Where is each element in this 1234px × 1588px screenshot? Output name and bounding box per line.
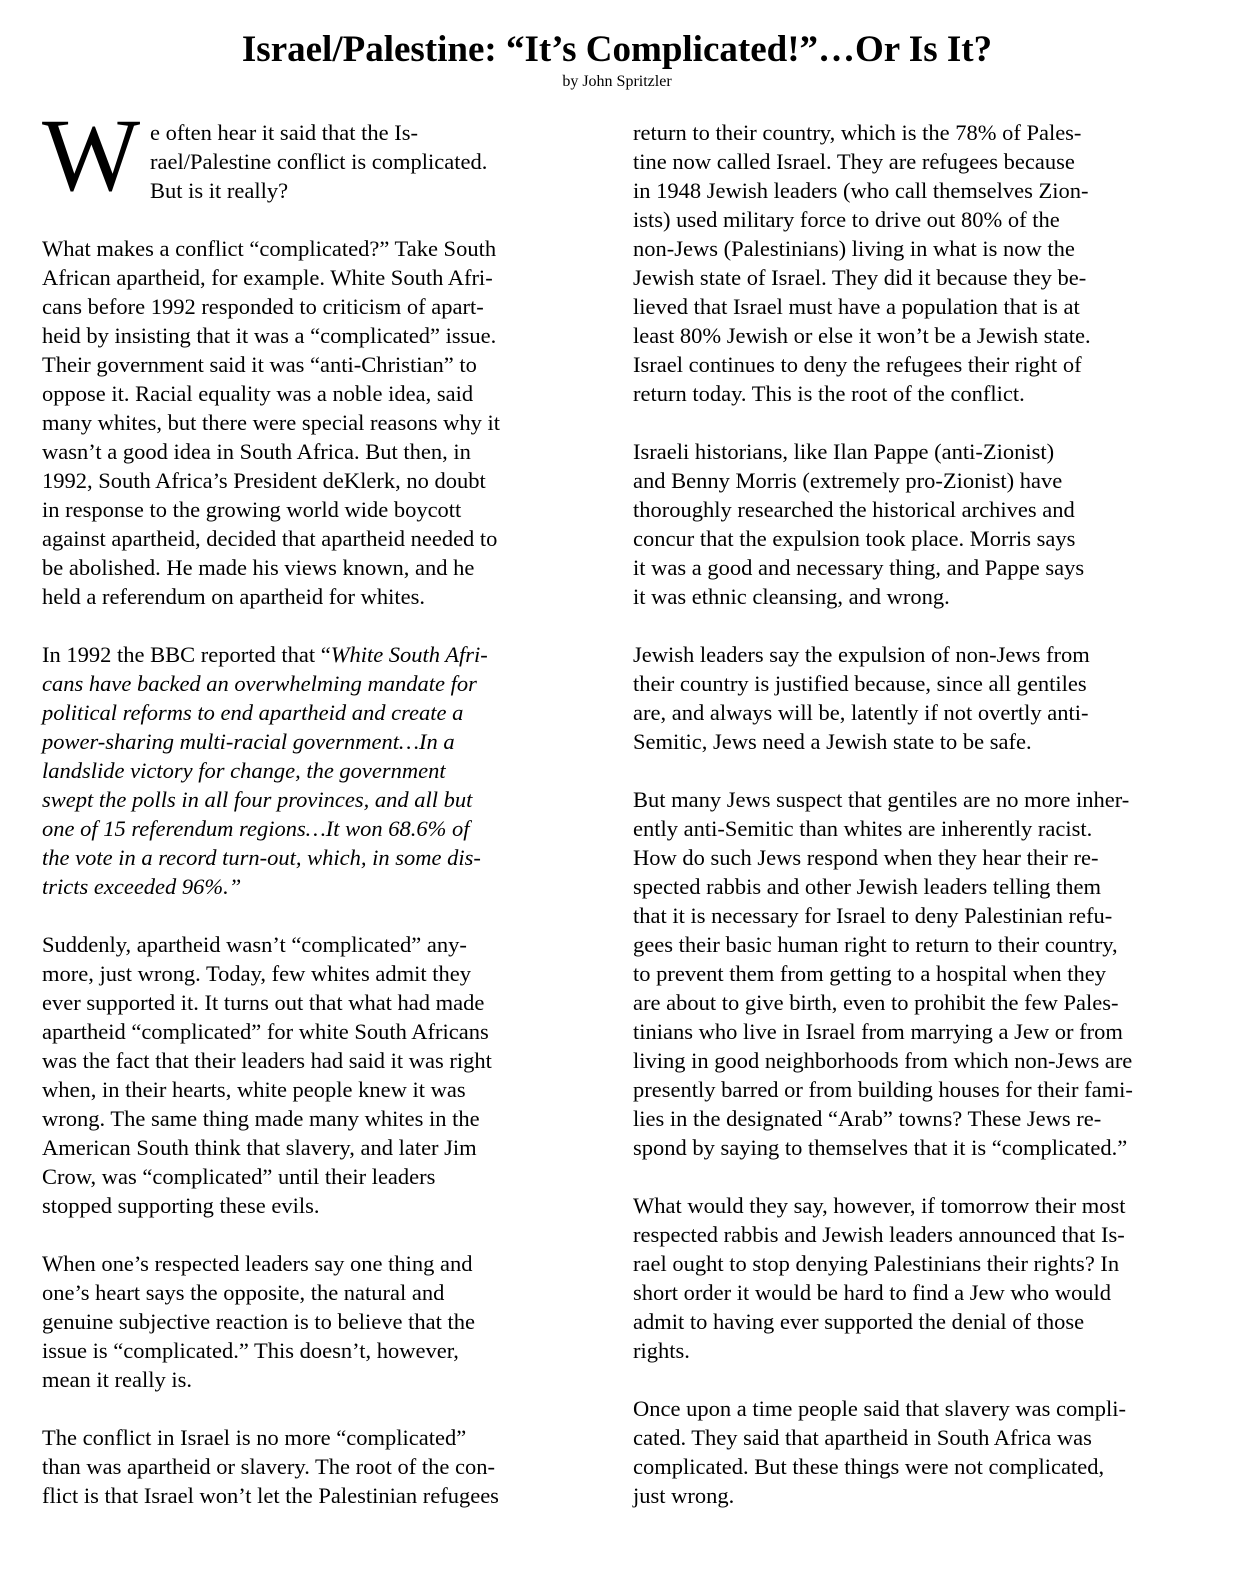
right-column [633, 118, 1203, 1510]
text-line: are about to give birth, even to prohibit the few Pales- [633, 990, 1119, 1015]
text-line: issue is “complicated.” This doesn’t, however, [42, 1338, 459, 1363]
quote-line: swept the polls in all four provinces, and all but [42, 787, 473, 812]
quote-line: landslide victory for change, the government [42, 758, 446, 783]
text-line: But many Jews suspect that gentiles are no more inher- [633, 787, 1130, 812]
text-line: rights. [633, 1338, 690, 1363]
text-line: lies in the designated “Arab” towns? These Jews re- [633, 1106, 1102, 1131]
text-line: it was ethnic cleansing, and wrong. [633, 584, 950, 609]
text-line: was the fact that their leaders had said it was right [42, 1048, 492, 1073]
text-line: Their government said it was “anti-Christian” to [42, 352, 477, 377]
text-line: Israel continues to deny the refugees their right of [633, 352, 1082, 377]
text-line: Suddenly, apartheid wasn’t “complicated” any- [42, 932, 467, 957]
text-line: Semitic, Jews need a Jewish state to be safe. [633, 729, 1032, 754]
paragraph [42, 234, 572, 611]
text-line: living in good neighborhoods from which non-Jews are [633, 1048, 1133, 1073]
article-byline: by John Spritzler [562, 73, 672, 90]
paragraph [633, 118, 1203, 408]
text-line: tine now called Israel. They are refugees because [633, 149, 1075, 174]
text-line: rael/Palestine conflict is complicated. [150, 149, 488, 174]
text-line: short order it would be hard to find a Jew who would [633, 1280, 1112, 1305]
paragraph [42, 1249, 572, 1394]
text-line: wasn’t a good idea in South Africa. But then, in [42, 439, 471, 464]
text-line: spected rabbis and other Jewish leaders telling them [633, 874, 1101, 899]
text-line: return today. This is the root of the conflict. [633, 381, 1025, 406]
text-line: e often hear it said that the Is- [150, 120, 419, 145]
text-line: complicated. But these things were not complicated, [633, 1454, 1105, 1479]
quote-line: tricts exceeded 96%.” [42, 874, 242, 899]
text-line: stopped supporting these evils. [42, 1193, 320, 1218]
text-line: heid by insisting that it was a “complicated” issue. [42, 323, 497, 348]
text-line: and Benny Morris (extremely pro-Zionist) have [633, 468, 1063, 493]
text-line: thoroughly researched the historical archives and [633, 497, 1075, 522]
text-line: Jewish leaders say the expulsion of non-Jews from [633, 642, 1090, 667]
paragraph [42, 930, 572, 1220]
text-line: Once upon a time people said that slavery was compli- [633, 1396, 1126, 1421]
text-line: rael ought to stop denying Palestinians their rights? In [633, 1251, 1120, 1276]
text-line: cated. They said that apartheid in South Africa was [633, 1425, 1092, 1450]
text-line: held a referendum on apartheid for whites. [42, 584, 425, 609]
text-line: African apartheid, for example. White South Afri- [42, 265, 493, 290]
text-line: ently anti-Semitic than whites are inherently racist. [633, 816, 1093, 841]
paragraph [633, 1191, 1203, 1365]
quote-line: one of 15 referendum regions…It won 68.6% of [42, 816, 470, 841]
text-line: non-Jews (Palestinians) living in what is now the [633, 236, 1075, 261]
text-line: How do such Jews respond when they hear their re- [633, 845, 1099, 870]
text-line: ever supported it. It turns out that what had made [42, 990, 485, 1015]
text-line: lieved that Israel must have a population that is at [633, 294, 1080, 319]
quote-line: power-sharing multi-racial government…In a [42, 729, 455, 754]
paragraph [633, 1394, 1203, 1510]
text-line: be abolished. He made his views known, and he [42, 555, 475, 580]
text-line: concur that the expulsion took place. Morris says [633, 526, 1076, 551]
text-line: tinians who live in Israel from marrying a Jew or from [633, 1019, 1123, 1044]
left-column [42, 118, 572, 1510]
text-line: are, and always will be, latently if not overtly anti- [633, 700, 1089, 725]
text-line: What makes a conflict “complicated?” Take South [42, 236, 497, 261]
text-line: spond by saying to themselves that it is “complicated.” [633, 1135, 1128, 1160]
text-line: apartheid “complicated” for white South Africans [42, 1019, 489, 1044]
text-line: oppose it. Racial equality was a noble idea, said [42, 381, 474, 406]
text-line: one’s heart says the opposite, the natural and [42, 1280, 445, 1305]
text-line: just wrong. [633, 1483, 735, 1508]
text-line: their country is justified because, since all gentiles [633, 671, 1087, 696]
text-line [42, 640, 572, 669]
text-line: Jewish state of Israel. They did it because they be- [633, 265, 1087, 290]
text-line: genuine subjective reaction is to believe that the [42, 1309, 475, 1334]
article-title: Israel/Palestine: “It’s Complicated!”…Or Is It? [241, 29, 993, 70]
text-line: cans before 1992 responded to criticism of apart- [42, 294, 484, 319]
text-line: wrong. The same thing made many whites in the [42, 1106, 480, 1131]
quote-line: political reforms to end apartheid and create a [42, 700, 464, 725]
text-line: against apartheid, decided that apartheid needed to [42, 526, 498, 551]
text-line: in response to the growing world wide boycott [42, 497, 462, 522]
text-line: flict is that Israel won’t let the Palestinian refugees [42, 1483, 499, 1508]
paragraph [633, 640, 1203, 756]
text-line: gees their basic human right to return to their country, [633, 932, 1118, 957]
quote-text: White South Afri- [330, 642, 488, 667]
text-line: American South think that slavery, and later Jim [42, 1135, 477, 1160]
text-line: When one’s respected leaders say one thing and [42, 1251, 473, 1276]
quote-line: the vote in a record turn-out, which, in some dis- [42, 845, 481, 870]
text-line: 1992, South Africa’s President deKlerk, no doubt [42, 468, 486, 493]
paragraph-bbc-quote [42, 640, 572, 901]
text-line: admit to having ever supported the denial of those [633, 1309, 1085, 1334]
paragraph [42, 1423, 572, 1510]
text-line: more, just wrong. Today, few whites admit they [42, 961, 471, 986]
paragraph [633, 437, 1203, 611]
text-line: many whites, but there were special reasons why it [42, 410, 500, 435]
text-line: mean it really is. [42, 1367, 192, 1392]
text-line: to prevent them from getting to a hospital when they [633, 961, 1107, 986]
text-line: in 1948 Jewish leaders (who call themselves Zion- [633, 178, 1089, 203]
text-line: presently barred or from building houses for their fami- [633, 1077, 1133, 1102]
quote-line: cans have backed an overwhelming mandate for [42, 671, 477, 696]
text-line: return to their country, which is the 78% of Pales- [633, 120, 1082, 145]
text-line: Israeli historians, like Ilan Pappe (anti-Zionist) [633, 439, 1055, 464]
paragraph [42, 118, 572, 205]
paragraph [633, 785, 1203, 1162]
text-line: least 80% Jewish or else it won’t be a Jewish state. [633, 323, 1091, 348]
text-line: it was a good and necessary thing, and Pappe says [633, 555, 1085, 580]
quote-lead-in: In 1992 the BBC reported that “ [42, 642, 331, 667]
drop-cap: W [42, 98, 141, 213]
text-line: Crow, was “complicated” until their leaders [42, 1164, 436, 1189]
text-line: But is it really? [150, 178, 289, 203]
text-line: ists) used military force to drive out 80% of the [633, 207, 1060, 232]
text-line: than was apartheid or slavery. The root of the con- [42, 1454, 495, 1479]
text-line: respected rabbis and Jewish leaders announced that Is- [633, 1222, 1125, 1247]
text-line: when, in their hearts, white people knew it was [42, 1077, 466, 1102]
text-line: The conflict in Israel is no more “complicated” [42, 1425, 467, 1450]
text-line: What would they say, however, if tomorrow their most [633, 1193, 1126, 1218]
text-line: that it is necessary for Israel to deny Palestinian refu- [633, 903, 1113, 928]
